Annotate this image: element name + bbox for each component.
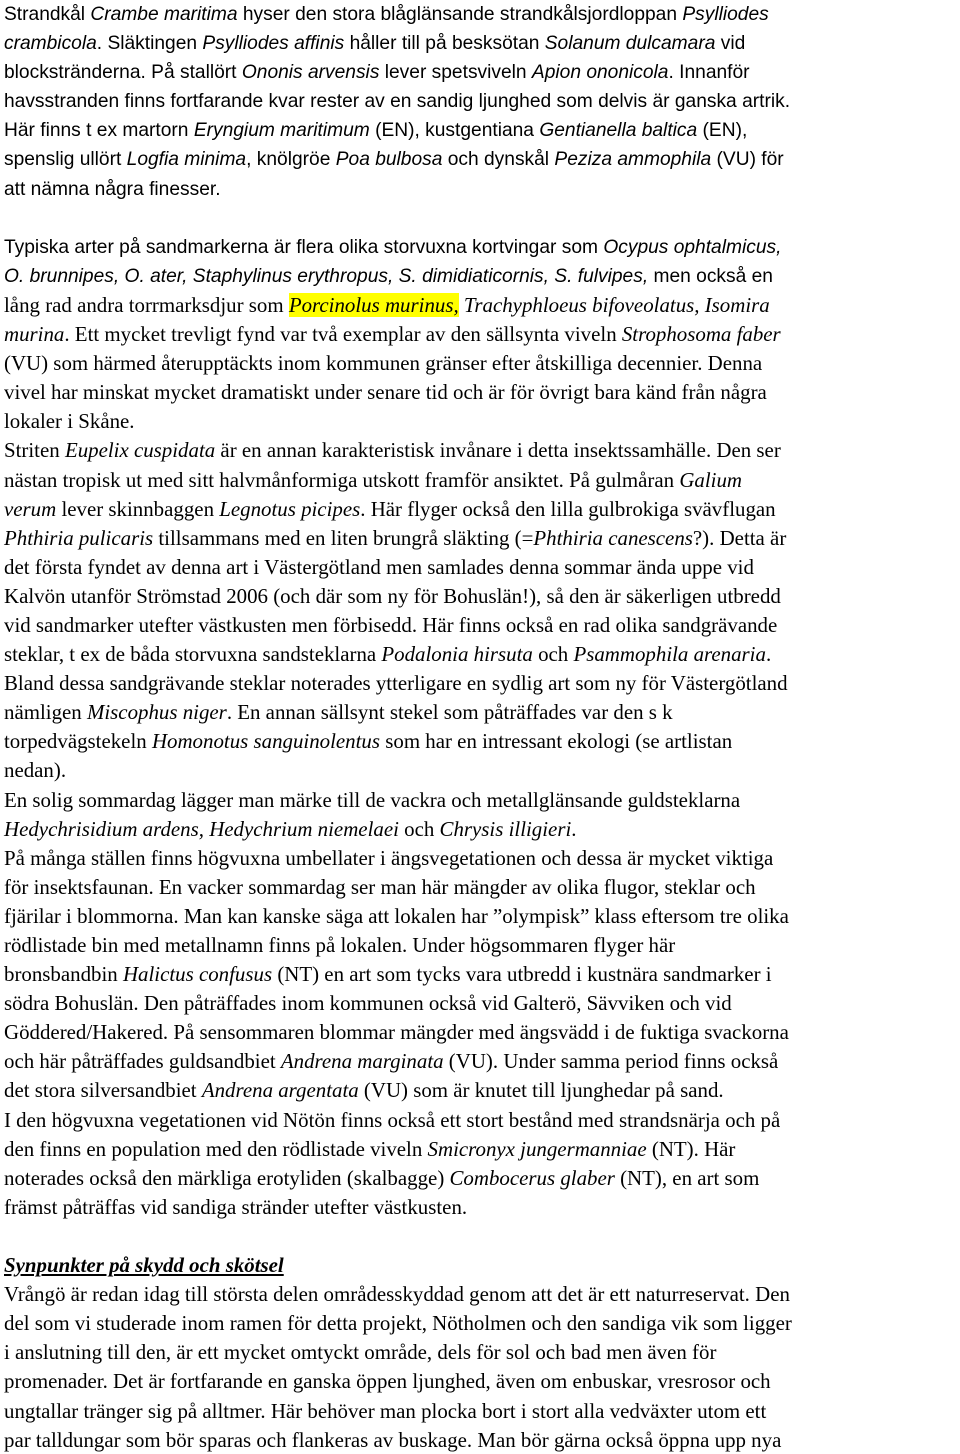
text-segment: Bland dessa sandgrävande steklar noterades ytterligare en sydlig art som ny för Västergötland: [4, 671, 788, 696]
text-line: [4, 698, 957, 727]
text-line: [4, 436, 957, 465]
text-line: [4, 1135, 957, 1164]
text-segment: . Innanför: [668, 62, 750, 84]
species-name: Combocerus glaber: [449, 1165, 615, 1190]
species-name: Psylliodes: [682, 4, 769, 25]
text-line: [4, 1106, 957, 1135]
species-name: Trachyphloeus bifoveolatus, Isomira: [463, 292, 770, 317]
text-segment: fjärilar i blommorna. Man kan kanske säga att lokalen har ”olympisk” klass eftersom tre olika: [4, 903, 789, 928]
text-segment: . Ett mycket trevligt fynd var två exemplar av den sällsynta viveln: [64, 322, 622, 347]
text-line: [4, 58, 957, 87]
text-line: [4, 0, 957, 29]
text-line: [4, 611, 957, 640]
species-name: Poa bulbosa: [335, 149, 443, 171]
text-line: [4, 756, 957, 785]
text-line: [4, 1076, 957, 1105]
text-line: [4, 553, 957, 582]
text-segment: hyser den stora blåglänsande strandkålsjordloppan: [237, 4, 683, 25]
text-line: [4, 931, 957, 960]
text-segment: . Här flyger också den lilla gulbrokiga svävflugan: [360, 496, 776, 521]
text-segment: par talldungar som bör sparas och flankeras av buskage. Man bör gärna också öppna upp nya: [4, 1427, 782, 1452]
text-line: [4, 262, 957, 291]
text-segment: den finns en population med den rödlistade viveln: [4, 1136, 428, 1161]
species-name: Podalonia hirsuta: [381, 642, 533, 667]
species-name: Porcinolus murinus,: [288, 292, 459, 317]
text-line: [4, 582, 957, 611]
text-line: [4, 495, 957, 524]
text-segment: Strandkål: [4, 4, 91, 25]
text-line: [4, 349, 957, 378]
text-segment: som har en intressant ekologi (se artlistan: [380, 729, 733, 754]
text-segment: noterades också den märkliga erotyliden (skalbagge): [4, 1165, 450, 1190]
species-name: O. brunnipes, O. ater, Staphylinus erythropus, S. dimidiaticornis, S. fulvipes,: [4, 265, 649, 287]
text-segment: (NT). Här: [646, 1136, 736, 1161]
text-segment: nedan).: [4, 758, 67, 783]
text-segment: (EN),: [697, 120, 748, 142]
text-line: [4, 960, 957, 989]
species-name: Legnotus picipes: [219, 496, 361, 521]
text-line: [4, 320, 957, 349]
text-segment: lokaler i Skåne.: [4, 409, 135, 434]
text-segment: (VU). Under samma period finns också: [443, 1049, 779, 1074]
text-segment: nästan tropisk ut med sitt halvmånformiga utskott framför ansiktet. På gulmåran: [4, 467, 680, 492]
text-segment: .: [765, 642, 772, 667]
text-line: [4, 1193, 957, 1222]
text-segment: för insektsfaunan. En vacker sommardag ser man här mängder av olika flugor, steklar och: [4, 874, 756, 899]
text-segment: vid sandmarker utefter västkusten men förbisedd. Här finns också en rad olika sandgrävande: [4, 612, 778, 637]
text-line: [4, 1397, 957, 1426]
text-segment: (NT), en art som: [614, 1165, 760, 1190]
text-line: [4, 466, 957, 495]
text-segment: lever skinnbaggen: [56, 496, 220, 521]
species-name: Gentianella baltica: [539, 120, 698, 142]
text-line: [4, 1309, 957, 1338]
text-segment: (NT) en art som tycks vara utbredd i kustnära sandmarker i: [272, 962, 772, 987]
species-name: Ocypus ophtalmicus,: [603, 236, 782, 258]
species-name: murina: [4, 322, 65, 347]
text-segment: Här finns t ex martorn: [4, 120, 194, 142]
species-name: Hedychrisidium ardens, Hedychrium niemelaei: [4, 816, 399, 841]
text-line: [4, 407, 957, 436]
text-line: [4, 873, 957, 902]
text-line: [4, 1018, 957, 1047]
text-segment: det första fyndet av denna art i Västergötland men samlades denna sommar ända uppe vid: [4, 554, 754, 579]
text-segment: . En annan sällsynt stekel som påträffades var den s k: [226, 700, 673, 725]
species-name: Smicronyx jungermanniae: [427, 1136, 647, 1161]
species-name: Peziza ammophila: [554, 149, 712, 171]
species-name: Halictus confusus: [122, 962, 273, 987]
text-segment: , knölgröe: [246, 149, 336, 171]
text-segment: håller till på besksötan: [344, 33, 545, 55]
text-segment: (VU) som härmed återupptäckts inom kommunen gränser efter åtskilliga decennier. Denna: [4, 351, 763, 376]
text-line: [4, 87, 957, 116]
text-segment: och: [398, 816, 440, 841]
species-name: Miscophus niger: [86, 700, 227, 725]
species-name: Andrena marginata: [280, 1049, 444, 1074]
text-segment: (EN), kustgentiana: [369, 120, 540, 142]
text-segment: del som vi studerade inom ramen för detta projekt, Nötholmen och den sandiga vik som ligger: [4, 1311, 792, 1336]
text-line: [4, 378, 957, 407]
text-segment: Vrångö är redan idag till största delen områdesskyddad genom att det är ett naturreservat. Den: [4, 1282, 790, 1307]
species-name: Galium: [679, 467, 743, 492]
species-name: Crambe maritima: [90, 4, 238, 25]
species-name: Logfia minima: [126, 149, 247, 171]
text-segment: ungtallar tränger sig på alltmer. Här behöver man plocka bort i stort alla vedväxter utom ett: [4, 1398, 767, 1423]
text-line: [4, 989, 957, 1018]
text-segment: i anslutning till den, är ett mycket omtyckt område, dels för sol och bad men även för: [4, 1340, 717, 1365]
text-line: [4, 1047, 957, 1076]
section-heading-block: [4, 1251, 957, 1280]
text-segment: (VU) för: [711, 149, 784, 171]
text-segment: rödlistade bin med metallnamn finns på lokalen. Under högsommaren flyger här: [4, 933, 676, 957]
text-segment: steklar, t ex de båda storvuxna sandsteklarna: [4, 642, 382, 667]
paragraph-gap: [4, 204, 957, 233]
text-segment: Typiska arter på sandmarkerna är flera olika storvuxna kortvingar som: [4, 236, 604, 258]
text-line: [4, 1164, 957, 1193]
text-line: [4, 1426, 957, 1454]
species-name: Homonotus sanguinolentus: [151, 729, 381, 754]
text-line: [4, 786, 957, 815]
text-segment: vivel har minskat mycket dramatiskt under senare tid och är för övrigt bara känd från några: [4, 380, 767, 405]
species-name: Chrysis illigieri: [439, 816, 572, 841]
paragraph-sandmark-fauna: [4, 233, 957, 1222]
text-segment: men också en: [648, 265, 773, 287]
text-line: [4, 727, 957, 756]
text-segment: och: [532, 642, 574, 667]
text-line: [4, 116, 957, 145]
species-name: Psammophila arenaria: [573, 642, 766, 667]
species-name: Eryngium maritimum: [193, 120, 370, 142]
text-line: [4, 233, 957, 262]
text-segment: nämligen: [4, 700, 87, 725]
text-segment: vid: [715, 33, 746, 55]
text-segment: blockstränderna. På stallört: [4, 62, 242, 84]
paragraph-gap: [4, 1222, 957, 1251]
text-line: [4, 815, 957, 844]
text-segment: är en annan karakteristisk invånare i detta insektssamhälle. Den ser: [215, 438, 781, 463]
species-name: Strophosoma faber: [621, 322, 781, 347]
text-segment: . Släktingen: [96, 33, 203, 55]
text-segment: promenader. Det är fortfarande en ganska öppen ljunghed, även om enbuskar, vresrosor och: [4, 1369, 771, 1394]
text-line: [4, 669, 957, 698]
species-name: Apion ononicola: [531, 62, 669, 84]
section-heading: Synpunkter på skydd och skötsel: [4, 1253, 284, 1278]
species-name: Psylliodes affinis: [202, 33, 345, 55]
paragraph-protection: [4, 1280, 957, 1454]
species-name: Solanum dulcamara: [544, 33, 716, 55]
text-segment: En solig sommardag lägger man märke till de vackra och metallglänsande guldsteklarna: [4, 787, 741, 812]
text-segment: och här påträffades guldsandbiet: [4, 1049, 281, 1074]
species-name: Andrena argentata: [201, 1078, 359, 1103]
text-segment: lever spetsviveln: [379, 62, 532, 84]
text-line: [4, 1338, 957, 1367]
species-name: Phthiria canescens: [533, 525, 693, 550]
text-segment: det stora silversandbiet: [4, 1078, 202, 1103]
text-segment: Kalvön utanför Strömstad 2006 (och där som ny för Bohuslän!), så den är säkerligen utbredd: [4, 583, 781, 608]
text-segment: torpedvägstekeln: [4, 729, 152, 754]
text-segment: (VU) som är knutet till ljunghedar på sand.: [358, 1078, 724, 1103]
text-segment: På många ställen finns högvuxna umbellater i ängsvegetationen och dessa är mycket viktiga: [4, 845, 774, 870]
species-name: verum: [4, 496, 57, 521]
text-segment: främst påträffas vid sandiga stränder utefter västkusten.: [4, 1194, 468, 1219]
text-segment: tillsammans med en liten brungrå släkting (=: [153, 525, 534, 550]
text-segment: södra Bohuslän. Den påträffades inom kommunen också vid Galterö, Sävviken och vid: [4, 991, 732, 1016]
text-line: [4, 1367, 957, 1396]
text-line: [4, 291, 957, 320]
text-segment: och dynskål: [442, 149, 555, 171]
text-segment: ?). Detta är: [692, 525, 787, 550]
text-segment: spenslig ullört: [4, 149, 127, 171]
text-segment: I den högvuxna vegetationen vid Nötön finns också ett stort bestånd med strandsnärja och på: [4, 1107, 781, 1132]
text-segment: Göddered/Hakered. På sensommaren blommar mängder med ängsvädd i de fuktiga svackorna: [4, 1020, 789, 1045]
text-segment: Striten: [4, 438, 65, 463]
text-segment: .: [571, 816, 577, 841]
species-name: Eupelix cuspidata: [64, 438, 216, 463]
paragraph-strand-flora: [4, 0, 957, 204]
text-line: [4, 29, 957, 58]
text-segment: att nämna några finesser.: [4, 178, 221, 200]
text-line: [4, 844, 957, 873]
text-line: [4, 902, 957, 931]
text-line: [4, 175, 957, 204]
text-line: [4, 145, 957, 174]
text-line: [4, 524, 957, 553]
text-line: [4, 640, 957, 669]
species-name: Ononis arvensis: [241, 62, 380, 84]
text-line: [4, 1280, 957, 1309]
species-name: crambicola: [4, 33, 97, 55]
text-segment: bronsbandbin: [4, 962, 123, 987]
species-name: Phthiria pulicaris: [4, 525, 154, 550]
text-segment: lång rad andra torrmarksdjur som: [4, 292, 289, 317]
text-segment: havsstranden finns fortfarande kvar rester av en sandig ljunghed som delvis är ganska artrik.: [4, 91, 791, 113]
